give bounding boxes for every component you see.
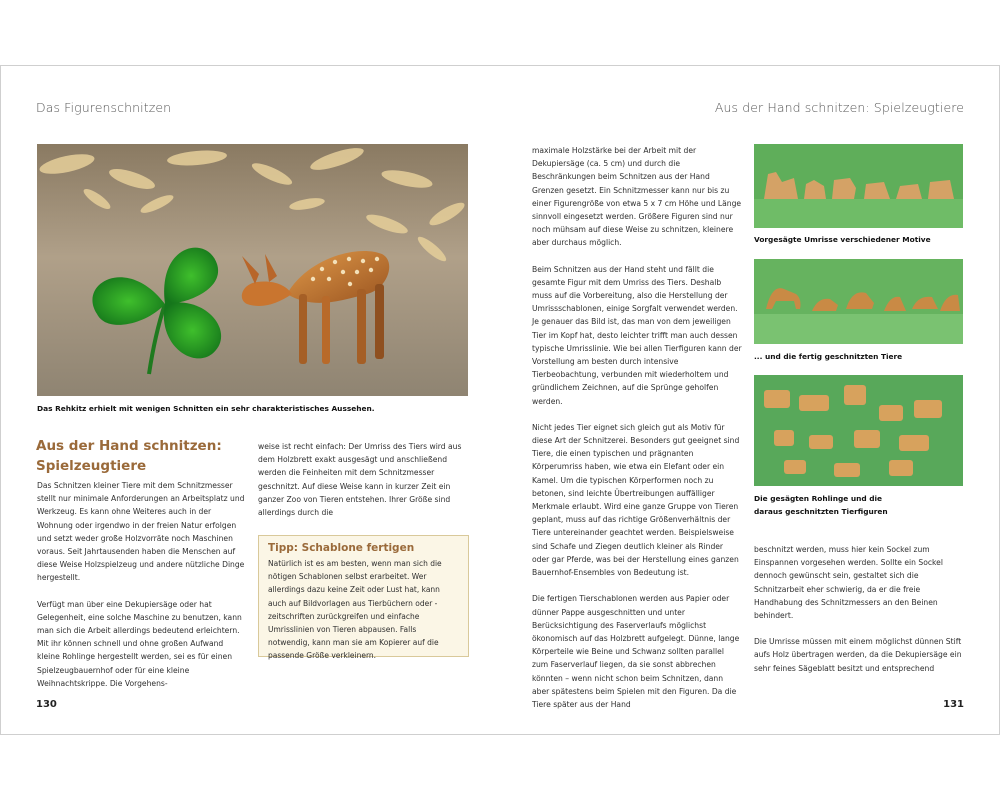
blanks-caption-line2: daraus geschnitzten Tierfiguren <box>754 507 888 516</box>
section-heading-line2: Spielzeugtiere <box>36 458 147 474</box>
tip-box <box>258 535 469 661</box>
blanks-caption <box>754 492 963 518</box>
finished-photo <box>754 259 963 344</box>
right-column-2 <box>754 543 963 688</box>
paragraph: beschnitzt werden, muss hier kein Sockel zum Einspannen vorgesehen werden. Sollte ein Sockel dennoch gewünscht sein, gestaltet sich die Schnitzarbeit eher schwierig, da er die freie Handhabung des Schnitzmessers an den Beinen behindert. <box>754 545 943 621</box>
section-heading <box>36 436 246 476</box>
left-column-1 <box>37 479 245 703</box>
section-heading-line1: Aus der Hand schnitzen: <box>36 438 222 454</box>
paragraph: Die fertigen Tierschablonen werden aus Papier oder dünner Pappe ausgeschnitten und unter Berücksichtigung des Faserverlaufs möglichst ökonomisch auf das Holzbrett aufgelegt. Dünne, lange Körperteile wie Beine und Schwanz sollten parallel zum Faserverlauf liegen, da sie sonst abbrechen könnten – wenn nicht schon beim Schnitzen, dann aber spätestens beim Spielen mit den Figuren. Da die Tiere später aus der Hand <box>532 594 740 709</box>
paragraph: Nicht jedes Tier eignet sich gleich gut als Motiv für diese Art der Schnitzerei. Besonders gut geeignet sind Tiere, die einen typischen und prägnanten Körperumriss haben, wie etwa ein Elefant oder ein Kamel. Um die typischen Körperformen noch zu betonen, sind leichte Übertreibungen auffälliger Merkmale erlaubt. Wird eine ganze Gruppe von Tieren geplant, muss auf das richtige Größenverhältnis der Tiere untereinander geachtet werden. Beispielsweise sind Schafe und Ziegen deutlich kleiner als Rinder oder gar Pferde, was bei der Herstellung eines ganzen Bauernhof-Ensembles von Bedeutung ist. <box>532 422 740 578</box>
blanks-photo <box>754 375 963 486</box>
paragraph: Verfügt man über eine Dekupiersäge oder hat Gelegenheit, eine solche Maschine zu benutzen, kann man sich die Arbeit allerdings bedeutend erleichtern. Mit ihr können schnell und ohne großen Aufwand kleine Rohlinge hergestellt werden, sei es für einen Spielzeugbauernhof oder für eine kleine Weihnachtskrippe. Die Vorgehens- <box>37 599 242 688</box>
fawn-caption: Das Rehkitz erhielt mit wenigen Schnitten ein sehr charakteristisches Aussehen. <box>37 404 375 413</box>
finished-caption: ... und die fertig geschnitzten Tiere <box>754 352 903 361</box>
page-number-left: 130 <box>36 699 57 710</box>
paragraph: Das Schnitzen kleiner Tiere mit dem Schnitzmesser stellt nur minimale Anforderungen an Arbeitsplatz und Werkzeug. Es kann ohne Weiteres auch in der Wohnung oder irgendwo in der freien Natur erfolgen und setzt weder große Holzvorräte noch Maschinen voraus. Seit Jahrtausenden haben die Menschen auf diese Weise Holzspielzeug und andere nützliche Dinge hergestellt. <box>37 481 245 583</box>
tip-text: Natürlich ist es am besten, wenn man sich die nötigen Schablonen selbst erarbeitet. Wer allerdings dazu keine Zeit oder Lust hat, kann auch auf Bildvorlagen aus Tierbüchern oder -zeitschriften zurückgreifen und einfache Umrisslinien von Tieren abpausen. Falls notwendig, kann man sie am Kopierer auf die passende Größe verkleinern. <box>268 559 442 661</box>
running-head-right: Aus der Hand schnitzen: Spielzeugtiere <box>714 100 964 115</box>
left-column-2 <box>258 440 469 532</box>
tip-title: Tipp: Schablone fertigen <box>268 542 415 554</box>
paragraph: Die Umrisse müssen mit einem möglichst dünnen Stift aufs Holz übertragen werden, da die Dekupiersäge ein sehr feines Sägeblatt besitzt und entsprechend <box>754 637 962 673</box>
blanks-caption-line1: Die gesägten Rohlinge und die <box>754 494 883 503</box>
fawn-photo <box>37 144 468 396</box>
paragraph: weise ist recht einfach: Der Umriss des Tiers wird aus dem Holzbrett exakt ausgesägt und anschließend werden die Feinheiten mit dem Schnitzmesser geschnitzt. Auf diese Weise kann in kurzer Zeit ein ganzer Zoo von Tieren entstehen. Ihrer Größe sind allerdings durch die <box>258 442 462 518</box>
outlines-caption: Vorgesägte Umrisse verschiedener Motive <box>754 235 931 244</box>
page-number-right: 131 <box>943 699 964 710</box>
right-column-1 <box>532 144 742 724</box>
running-head-left: Das Figurenschnitzen <box>36 100 172 115</box>
outlines-photo <box>754 144 963 228</box>
paragraph: maximale Holzstärke bei der Arbeit mit der Dekupiersäge (ca. 5 cm) und durch die Beschränkungen beim Schnitzen aus der Hand Grenzen gesetzt. Ein Schnitzmesser kann nur bis zu einer Figurengröße von etwa 5 x 7 cm Höhe und Länge sinnvoll eingesetzt werden. Größere Figuren sind nur noch mühsam auf diese Weise zu schnitzen, kleinere aber durchaus möglich. <box>532 146 742 248</box>
paragraph: Beim Schnitzen aus der Hand steht und fällt die gesamte Figur mit dem Umriss des Tiers. Deshalb muss auf die Vorbereitung, also die Herstellung der Umrissschablonen, einige Sorgfalt verwendet werden. Je genauer das Bild ist, das man von dem jeweiligen Tier im Kopf hat, desto leichter trifft man auch dessen typische Umrisslinie. Wie bei allen Tierfiguren kann der Vorstellung am besten durch intensive Tierbeobachtung, verbunden mit wiederholtem und gründlichem Zeichnen, auf die Sprünge geholfen werden. <box>532 264 742 406</box>
